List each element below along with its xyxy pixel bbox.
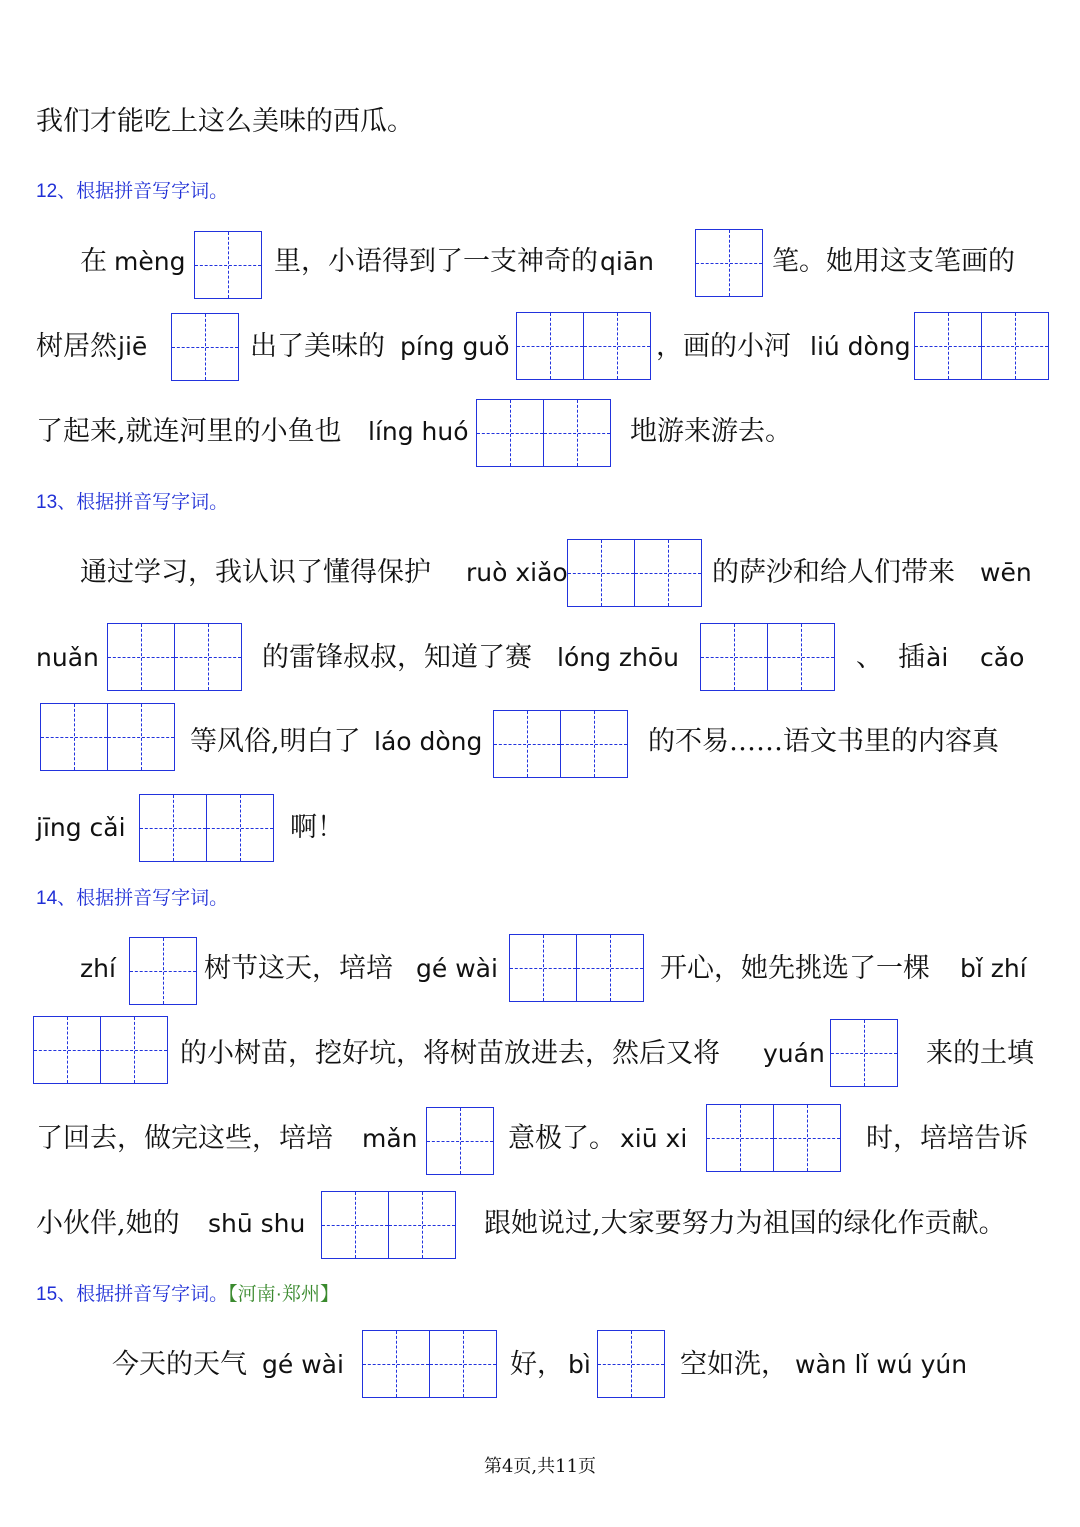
q14-text: 树节这天，培培 [204,953,393,984]
q12-pinyin: jiē [118,332,148,361]
q14-answer-box-6[interactable] [706,1104,841,1172]
q13-text: 等风俗,明白了 [190,726,361,757]
q12-pinyin: líng huó [368,417,469,446]
q12-pinyin: mèng [114,247,186,276]
q13-pinyin: láo dòng [374,727,483,756]
q12-text: ，画的小河 [656,331,791,362]
q12-answer-box-3[interactable] [171,313,239,381]
q13-pinyin: wēn [980,558,1032,587]
q14-text: 时，培培告诉 [866,1123,1028,1154]
question-13-heading: 13、根据拼音写字词。 [36,492,229,513]
q12-text: 了起来,就连河里的小鱼也 [36,416,342,447]
q13-text: 通过学习，我认识了懂得保护 [80,557,431,588]
q14-text: 跟她说过,大家要努力为祖国的绿化作贡献。 [484,1208,1006,1239]
q13-text: 啊！ [290,812,344,843]
q13-text: 的萨沙和给人们带来 [712,557,955,588]
q14-text: 小伙伴,她的 [36,1208,180,1239]
q13-answer-box-4[interactable] [40,703,175,771]
q15-pinyin: bì [568,1350,591,1379]
question-14-heading: 14、根据拼音写字词。 [36,888,229,909]
q13-pinyin: cǎo [980,643,1025,672]
q14-pinyin: bǐ zhí [960,954,1027,983]
q14-pinyin: xiū xi [620,1124,688,1153]
q13-answer-box-5[interactable] [493,710,628,778]
q14-pinyin: mǎn [362,1124,418,1153]
q12-pinyin: píng guǒ [400,332,510,361]
q13-pinyin: ài [926,643,949,672]
q13-text: 的不易……语文书里的内容真 [648,726,999,757]
q15-answer-box-1[interactable] [362,1330,497,1398]
page-number: 第4页,共11页 [483,1456,597,1477]
continued-text: 我们才能吃上这么美味的西瓜。 [36,106,414,137]
q14-text: 了回去，做完这些，培培 [36,1123,333,1154]
q14-answer-box-4[interactable] [830,1019,898,1087]
q13-text: 的雷锋叔叔，知道了赛 [262,642,532,673]
q12-text: 出了美味的 [250,331,385,362]
q14-text: 意极了。 [508,1123,616,1154]
q12-answer-box-1[interactable] [194,231,262,299]
q12-text: 地游来游去。 [630,416,792,447]
q14-text: 来的土填 [926,1038,1034,1069]
q14-answer-box-3[interactable] [33,1016,168,1084]
q14-answer-box-2[interactable] [509,934,644,1002]
q12-pinyin: liú dòng [810,332,911,361]
q12-text: 笔。她用这支笔画的 [772,246,1015,277]
q15-source-tag: 【河南·郑州】 [228,1284,339,1305]
q15-pinyin: gé wài [262,1350,344,1379]
q15-text: 空如洗， [680,1349,788,1380]
q15-answer-box-2[interactable] [597,1330,665,1398]
q12-text: 树居然 [36,331,117,362]
q14-pinyin: gé wài [416,954,498,983]
q12-answer-box-6[interactable] [476,399,611,467]
q13-text: 插 [898,642,925,673]
q13-pinyin: nuǎn [36,643,99,672]
q14-answer-box-1[interactable] [129,937,197,1005]
q14-text: 的小树苗，挖好坑，将树苗放进去，然后又将 [180,1038,720,1069]
question-12-heading: 12、根据拼音写字词。 [36,181,229,202]
q14-pinyin: yuán [763,1039,825,1068]
q14-answer-box-5[interactable] [426,1107,494,1175]
q13-answer-box-3[interactable] [700,623,835,691]
q13-answer-box-2[interactable] [107,623,242,691]
q14-pinyin: zhí [80,954,116,983]
q12-answer-box-5[interactable] [914,312,1049,380]
q15-heading-text: 15、根据拼音写字词。 [36,1284,229,1305]
q13-text: 、 [856,642,883,673]
q13-answer-box-6[interactable] [139,794,274,862]
q15-text: 好， [510,1349,564,1380]
q12-pinyin: qiān [600,247,654,276]
q13-pinyin: jīng cǎi [36,813,126,842]
q14-answer-box-7[interactable] [321,1191,456,1259]
q15-pinyin: wàn lǐ wú yún [795,1350,968,1379]
q12-answer-box-4[interactable] [516,312,651,380]
q15-text: 今天的天气 [112,1349,247,1380]
q12-text: 在 [80,246,107,277]
q14-pinyin: shū shu [208,1209,306,1238]
q14-text: 开心，她先挑选了一棵 [660,953,930,984]
q13-pinyin: lóng zhōu [557,643,680,672]
q13-answer-box-1[interactable] [567,539,702,607]
q12-answer-box-2[interactable] [695,229,763,297]
question-15-heading [36,1281,339,1309]
q13-pinyin: ruò xiǎo [466,558,568,587]
q12-text: 里，小语得到了一支神奇的 [274,246,598,277]
